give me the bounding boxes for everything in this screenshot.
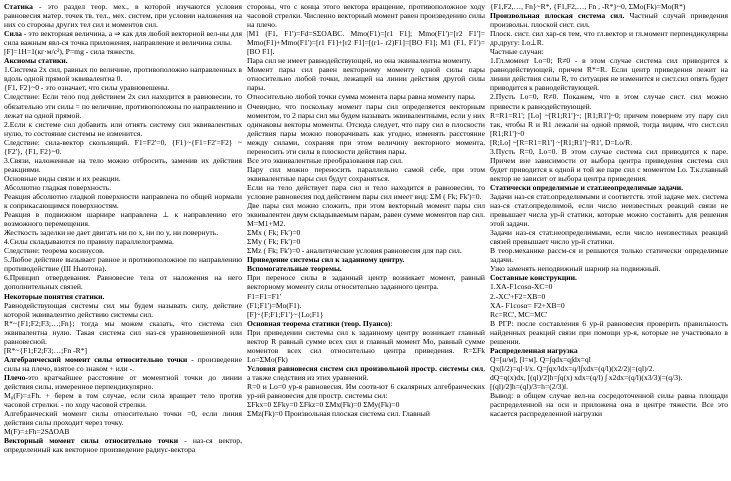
paragraph-text: {F1, F2}~0 - это означает, что силы уравновешены. bbox=[4, 83, 170, 93]
paragraph bbox=[247, 228, 485, 237]
paragraph bbox=[490, 264, 728, 273]
paragraph-text: При переносе силы в заданный центр возникает момент, равный векторному моменту силы относительно заданного центра. bbox=[247, 273, 485, 292]
paragraph bbox=[247, 364, 485, 382]
paragraph-text: Жесткость заделки не дает двигать ни по x, ни по y, ни повернуть. bbox=[4, 228, 219, 238]
paragraph-heading: Некоторые понятия статики. bbox=[4, 291, 105, 301]
paragraph-text: В теор.механике рассм-ся и решаются только статически определимые задачи. bbox=[490, 246, 728, 265]
paragraph bbox=[247, 328, 485, 364]
paragraph bbox=[247, 310, 485, 319]
paragraph-text: R*~{F1;F2;F3;…;Fn}; тогда мы можем сказать, что система сил эквивалентна нулю. Такая система сил наз-ся уравновешенной или равновесной. bbox=[4, 318, 242, 346]
paragraph-text: ΣMx ( Fk; Fk')=0 bbox=[247, 228, 301, 238]
paragraph bbox=[4, 346, 242, 355]
paragraph-text: Rc=RC', MC=MC' bbox=[490, 309, 548, 319]
paragraph-heading: Статика bbox=[4, 2, 33, 11]
paragraph-heading: Приведение системы сил к заданному центру. bbox=[247, 255, 405, 265]
paragraph-text: - произведение силы на плечо, взятое со знаком + или -. bbox=[4, 354, 242, 373]
paragraph-text: Задачи наз-ся стат.неопределимыми, если число неизвестных реакций связей превышает число ур-й статики. bbox=[490, 228, 728, 247]
paragraph bbox=[490, 11, 728, 29]
paragraph-text: Все это эквивалентные преобразования пар сил. bbox=[247, 155, 403, 165]
paragraph bbox=[490, 2, 728, 11]
paragraph bbox=[490, 246, 728, 264]
paragraph-text: [F]~{F;F1;F1'}~{Lo;F1} bbox=[247, 309, 324, 319]
paragraph-text: Следствие: Если тело под действием 2х сил находится в равновесии, то обязательно эти силы = по величине, противоположны по направлению и лежат на одной прямой. bbox=[4, 92, 242, 120]
paragraph-text: 1.Система 2х сил, равных по величине, противоположно направленных в вдоль одной прямой эквивалентна 0. bbox=[4, 65, 242, 84]
paragraph-text: {F1,F2,…, Fn}~R*, {F1,F2,…, Fn , -R*}~0, ΣMo(Fk)=Mo(R*) bbox=[490, 2, 686, 11]
paragraph bbox=[247, 156, 485, 165]
paragraph bbox=[490, 192, 728, 228]
paragraph-text: ΣMz(Fk)=0 Произвольная плоская система сил. Главный bbox=[247, 409, 430, 419]
paragraph-text: R=0 и Lo=0 ур-я равновесия. Им соотв-ют 6 скалярных алгебраических ур-ий равновесия для простр. системы сил: bbox=[247, 381, 485, 401]
paragraph-text: 2.Пусть Lo=0, R≠0. Покажем, что в этом случае сист. сил можно привести к равнодействующей. bbox=[490, 92, 728, 111]
paragraph bbox=[247, 201, 485, 228]
paragraph-text: M₀(F)=±Fh. + берем в том случае, если сила вращает тело против часовой стрелки. - по ходу часовой стрелки. bbox=[4, 391, 242, 410]
paragraph bbox=[247, 246, 485, 255]
paragraph bbox=[490, 310, 728, 319]
paragraph-text: ΣMz ( Fk; Fk')=0 - аналитические условия равновесия для пар сил. bbox=[247, 246, 462, 256]
paragraph-heading: Статически определимые и стат.неопределимые задачи. bbox=[490, 182, 684, 192]
column-3 bbox=[490, 2, 728, 480]
paragraph-heading: Основная теорема статики (теор. Пуансо) bbox=[247, 318, 391, 328]
paragraph-text: Реакция абсолютно гладкой поверхности направлена по общей нормали к соприкасающимся поверхностям. bbox=[4, 191, 242, 211]
paragraph bbox=[247, 65, 485, 92]
paragraph-text: 1.XA-F1cosα-XC=0 bbox=[490, 282, 553, 292]
paragraph bbox=[4, 427, 242, 436]
paragraph-text: Пара сил не имеет равнодействующей, но она эквивалентна моменту. bbox=[247, 56, 472, 66]
paragraph bbox=[490, 111, 728, 138]
paragraph bbox=[490, 382, 728, 391]
paragraph bbox=[490, 56, 728, 92]
paragraph-text: R=R1=R1'; [Lo] ~[R1;R1']~; [R1;R1']~0; причем повернем эту пару сил так, чтобы R и R1 лежали на одной прямой, тогда видим, что сист.сил [R1;R1']~0 bbox=[490, 110, 728, 138]
paragraph-text: 6.Принцип отвердевания. Равновесие тела от наложения на него дополнительных связей. bbox=[4, 273, 242, 292]
paragraph-text: Пару сил можно переносить параллельно самой себе, при этом эквивалентные пары сил будут сохраняться. bbox=[247, 164, 485, 183]
paragraph-text: В РГР: после составления 6 ур-й равновесия проверить правильность найденных реакций связи при помощи ур-я, которые не участвовало в решении. bbox=[490, 318, 728, 346]
paragraph bbox=[490, 183, 728, 192]
paragraph bbox=[4, 409, 242, 427]
paragraph bbox=[247, 264, 485, 273]
paragraph-text: Вывод: в общем случае вел-на сосредоточенной силы равна площади распределенной на оси и приложена она в центре тяжести. Все это касается распределенной нагрузки bbox=[490, 391, 728, 419]
paragraph-text: стороны, что с конца этого вектора вращение, противоположное ходу часовой стрелки. Численно векторный момент равен произведению силы на плечо. bbox=[247, 2, 485, 30]
paragraph-text: Частный случай приведения произвольн. плоской сист. сил. bbox=[490, 11, 728, 30]
paragraph-heading: Алгебраический момент силы относительно точки bbox=[4, 354, 188, 364]
paragraph bbox=[4, 174, 242, 183]
paragraph-text: [R;Lo] ~[R=R1=R1'] ~[R1;R1']~R1', D=Lo/R. bbox=[490, 137, 633, 147]
paragraph bbox=[4, 2, 242, 29]
paragraph-text: XA- F1cosα= F2+XB=0 bbox=[490, 300, 565, 310]
paragraph-heading: Условия равновесия систем сил произвольной простр. системы сил bbox=[247, 363, 484, 373]
paragraph bbox=[247, 102, 485, 156]
paragraph bbox=[490, 147, 728, 183]
paragraph bbox=[4, 156, 242, 174]
paragraph bbox=[4, 246, 242, 255]
paragraph bbox=[4, 319, 242, 346]
paragraph-text: Две пары сил можно сложить, при этом векторный момент пары сил эквивалентен двум складываемым парам, равен сумме моментов пар сил. M=M1+M2. bbox=[247, 201, 485, 229]
paragraph-text: При приведении системы сил к заданному центру возникает главный вектор R равный сумме всех сил и главный момент Mo, равный сумме моментов всех сил относительно центра приведения. R=ΣFk Lo=ΣMo(Fk) bbox=[247, 327, 485, 364]
paragraph-text: Qx(l/2)=ql·l/x. Q=∫qx/ldx=q/l∫xdx=(q/l)(x2/2)|=(ql)/2. bbox=[490, 363, 655, 373]
paragraph bbox=[247, 92, 485, 101]
paragraph-text: [F]=1Н=1(кг·м/с²), Р=mg - сила тяжести. bbox=[4, 47, 135, 57]
paragraph bbox=[4, 255, 242, 273]
paragraph bbox=[247, 400, 485, 409]
paragraph-heading: Аксиомы статики. bbox=[4, 56, 68, 66]
paragraph bbox=[4, 29, 242, 47]
paragraph-text: - это векторная величина, а ⇒ как для любой векторной вел-ны для сила важным явл-ся точка приложения, направление и величина силы. bbox=[4, 29, 242, 48]
paragraph-heading: Сила bbox=[4, 29, 22, 39]
paragraph bbox=[247, 292, 485, 301]
paragraph bbox=[4, 273, 242, 291]
paragraph bbox=[4, 183, 242, 192]
paragraph bbox=[247, 319, 485, 328]
paragraph bbox=[490, 292, 728, 301]
paragraph-text: 5.Любое действие вызывает равное и противоположное по направлению противодействие (III Ньютона). bbox=[4, 255, 242, 274]
paragraph-text: (F1;F1')=Mo(F1). bbox=[247, 300, 302, 310]
paragraph bbox=[490, 92, 728, 110]
paragraph-heading: Вспомогательные теоремы. bbox=[247, 264, 342, 274]
paragraph bbox=[247, 237, 485, 246]
paragraph-text: [(ql)/2]h=(ql)/3=h=(2/3)l. bbox=[490, 381, 569, 391]
paragraph-text: 4.Силы складываются по правилу параллелограмма. bbox=[4, 237, 174, 247]
paragraph bbox=[247, 29, 485, 56]
column-2 bbox=[247, 2, 485, 480]
paragraph-text: F1=F1=F1' bbox=[247, 291, 281, 301]
paragraph bbox=[4, 355, 242, 373]
paragraph bbox=[490, 319, 728, 346]
paragraph-text: Алгебраический момент силы относительно точки =0, если линия действия силы проходит через точку. bbox=[4, 409, 242, 428]
paragraph-text: 3.Пусть R=0, Lo=0. В этом случае система сил приводится к паре. Причем вне зависимости от выбора центра приведения система сил будет приводится к одной и той же паре сил с моментом Lo. Т.к.главный вектор не зависит от выбора центра приведения. bbox=[490, 146, 728, 183]
paragraph bbox=[4, 92, 242, 119]
paragraph-text: Следствие: теорема косинусов. bbox=[4, 246, 105, 256]
paragraph-text: : bbox=[390, 318, 393, 328]
paragraph bbox=[247, 273, 485, 291]
paragraph-text: Узко заменять неподвижный шарнир на подвижный. bbox=[490, 264, 661, 274]
paragraph-text: Задачи наз-ся стат.определимыми и соответств. этой задаче мех. система наз-ся стат.определимой, если число неизвестных реакций связи не превышает числа ур-й статики, которые можно составить для решения этой задачи. bbox=[490, 191, 728, 229]
paragraph bbox=[4, 47, 242, 56]
paragraph bbox=[490, 273, 728, 282]
paragraph-text: 2.-XC'+F2=XB=0 bbox=[490, 291, 546, 301]
paragraph bbox=[247, 183, 485, 201]
paragraph-heading: Произвольная плоская система сил. bbox=[490, 11, 625, 21]
paragraph-text: - это раздел теор. мех., в которой изучаются условия равновесия матер. точек тв. тел., мех. систем, при условии наложения на них со стороны других тел сил и моментов сил. bbox=[4, 2, 242, 30]
column-1 bbox=[4, 2, 242, 480]
paragraph bbox=[4, 292, 242, 301]
paragraph bbox=[4, 210, 242, 228]
paragraph-heading: Плечо bbox=[4, 372, 26, 382]
paragraph bbox=[490, 47, 728, 56]
paragraph-text: 3.Связи, наложенные на тело можно отбросить, заменив их действия реакциями. bbox=[4, 155, 242, 174]
paragraph bbox=[490, 228, 728, 246]
paragraph-text: [R*~{F1;F2;F3;…;Fn -R*] bbox=[4, 345, 88, 355]
paragraph bbox=[4, 436, 242, 454]
paragraph-text: Абсолютно гладкая поверхность. bbox=[4, 182, 112, 192]
paragraph bbox=[4, 120, 242, 138]
paragraph-heading: Распределенная нагрузка bbox=[490, 345, 578, 355]
paragraph-text: |M1 (F1, F1')=Fd=SΣOABC. Mmo(F1)=[r1 F1]; Mmo(F1')=[r2 F1']= Mmo(F1)+Mmo(F1')=[r1 F1]+[r2 F1]=[(r1- r2)F1]=[BO F1]; M1 (F1, F1')=[BO F1]. bbox=[247, 29, 485, 57]
paragraph bbox=[247, 56, 485, 65]
paragraph bbox=[4, 391, 242, 409]
paragraph-text: Реакция в подвижном шарнире направлена ⊥ к направлению его возможного перемещения. bbox=[4, 210, 242, 229]
paragraph-text: , а также следствия из этих уравнений. bbox=[247, 363, 485, 382]
paragraph bbox=[4, 56, 242, 65]
paragraph bbox=[490, 301, 728, 310]
paragraph bbox=[490, 138, 728, 147]
paragraph-text: Равнодействующая системы сил мы будем называть силу, действие которой эквивалентно действию системы сил. bbox=[4, 300, 242, 319]
paragraph bbox=[490, 373, 728, 382]
paragraph bbox=[4, 237, 242, 246]
paragraph bbox=[490, 391, 728, 418]
paragraph-text: 2.Если к системе сил добавить или отнять систему сил эквивалентных нулю, то состояние системы не изменится. bbox=[4, 119, 242, 138]
paragraph bbox=[247, 2, 485, 29]
paragraph-text: - наз-ся вектор, определенный как векторное произведение радиус-вектора bbox=[4, 436, 242, 455]
paragraph bbox=[4, 192, 242, 210]
paragraph-text: Очевидно, что поскольку момент пары сил определяется векторным моментом, то 2 пары сил мы будем называть эквивалентными, если у них одинаковы векторы моменты. Отсюда следует, что пару сил в плоскости действия пары можно поворачивать как угодно, изменять расстояние между силами, сохраняя при этом величину векторного момента, переносить эти силы в плоскости действия пары. bbox=[247, 101, 485, 156]
paragraph bbox=[4, 373, 242, 391]
paragraph-text: -это кратчайшее расстояние от моментной точки до линии действия силы, измеренное перпендикулярно. bbox=[4, 372, 242, 391]
paragraph bbox=[490, 29, 728, 47]
paragraph bbox=[490, 355, 728, 364]
paragraph bbox=[4, 83, 242, 92]
paragraph bbox=[247, 255, 485, 264]
paragraph bbox=[247, 382, 485, 400]
paragraph bbox=[247, 409, 485, 418]
paragraph-text: Момент пары сил равен векторному моменту одной силы пары относительно любой точки, лежащей на линии действия другой силы пары. bbox=[247, 65, 485, 93]
paragraph bbox=[490, 282, 728, 291]
paragraph-text: M(F)=±Fh=2S∆OAB bbox=[4, 427, 70, 437]
paragraph-text: ΣFkx=0 ΣFky=0 ΣFkz=0 ΣMx(Fk)=0 ΣMy(Fk)=0 bbox=[247, 400, 400, 410]
paragraph-heading: Векторный момент силы относительно точки bbox=[4, 436, 179, 446]
paragraph-text: 1.Гл.момент Lo=0; R≠0 - в этом случае система сил приводится к равнодействующей, причем R*=R. Если центр приведения лежит на линии действия силы R, то ситуация не изменится и сист.сил опять будет приводится к равнодействующей. bbox=[490, 56, 728, 93]
paragraph-text: Следствие: сила-вектор скользящий. F1=F2'=0, {F1}~{F1=F2'=F2} ~{F2'}, {F1, F2}~0. bbox=[4, 137, 242, 156]
paragraph bbox=[4, 228, 242, 237]
paragraph bbox=[4, 138, 242, 156]
paragraph bbox=[247, 165, 485, 183]
paragraph bbox=[247, 301, 485, 310]
paragraph bbox=[490, 364, 728, 373]
paragraph-text: Если на тело действует пара сил и тело находится в равновесии, то условие равновесия под действием пары сил имеет вид: ΣM ( Fk; Fk')=0. bbox=[247, 182, 485, 201]
paragraph-text: Частные случаи: bbox=[490, 47, 544, 57]
paragraph-text: Относительно любой точки сумма момента пары равна моменту пары. bbox=[247, 92, 476, 102]
paragraph-text: Плоск. сист. сил хар-ся тем, что гл.вектор и гл.момент перпендикулярны др.другу: Lo⊥R. bbox=[490, 29, 728, 48]
paragraph bbox=[4, 301, 242, 319]
paragraph bbox=[490, 346, 728, 355]
paragraph-text: ΣMy ( Fk; Fk')=0 bbox=[247, 237, 301, 247]
paragraph-text: Основные виды связи и их реакции. bbox=[4, 173, 121, 183]
paragraph-text: Q=[н/м], [l=м]. Q=∫qdx=q∫dx=ql bbox=[490, 354, 591, 364]
paragraph-heading: Составные конструкции. bbox=[490, 273, 577, 283]
paragraph-text: dQ=q(x)dx, [(ql)/2]h=∫q(x) xdx=(q/l) ∫ x2dx=(q/l)(x3/3)|=(q/3). bbox=[490, 372, 683, 382]
paragraph bbox=[4, 65, 242, 83]
